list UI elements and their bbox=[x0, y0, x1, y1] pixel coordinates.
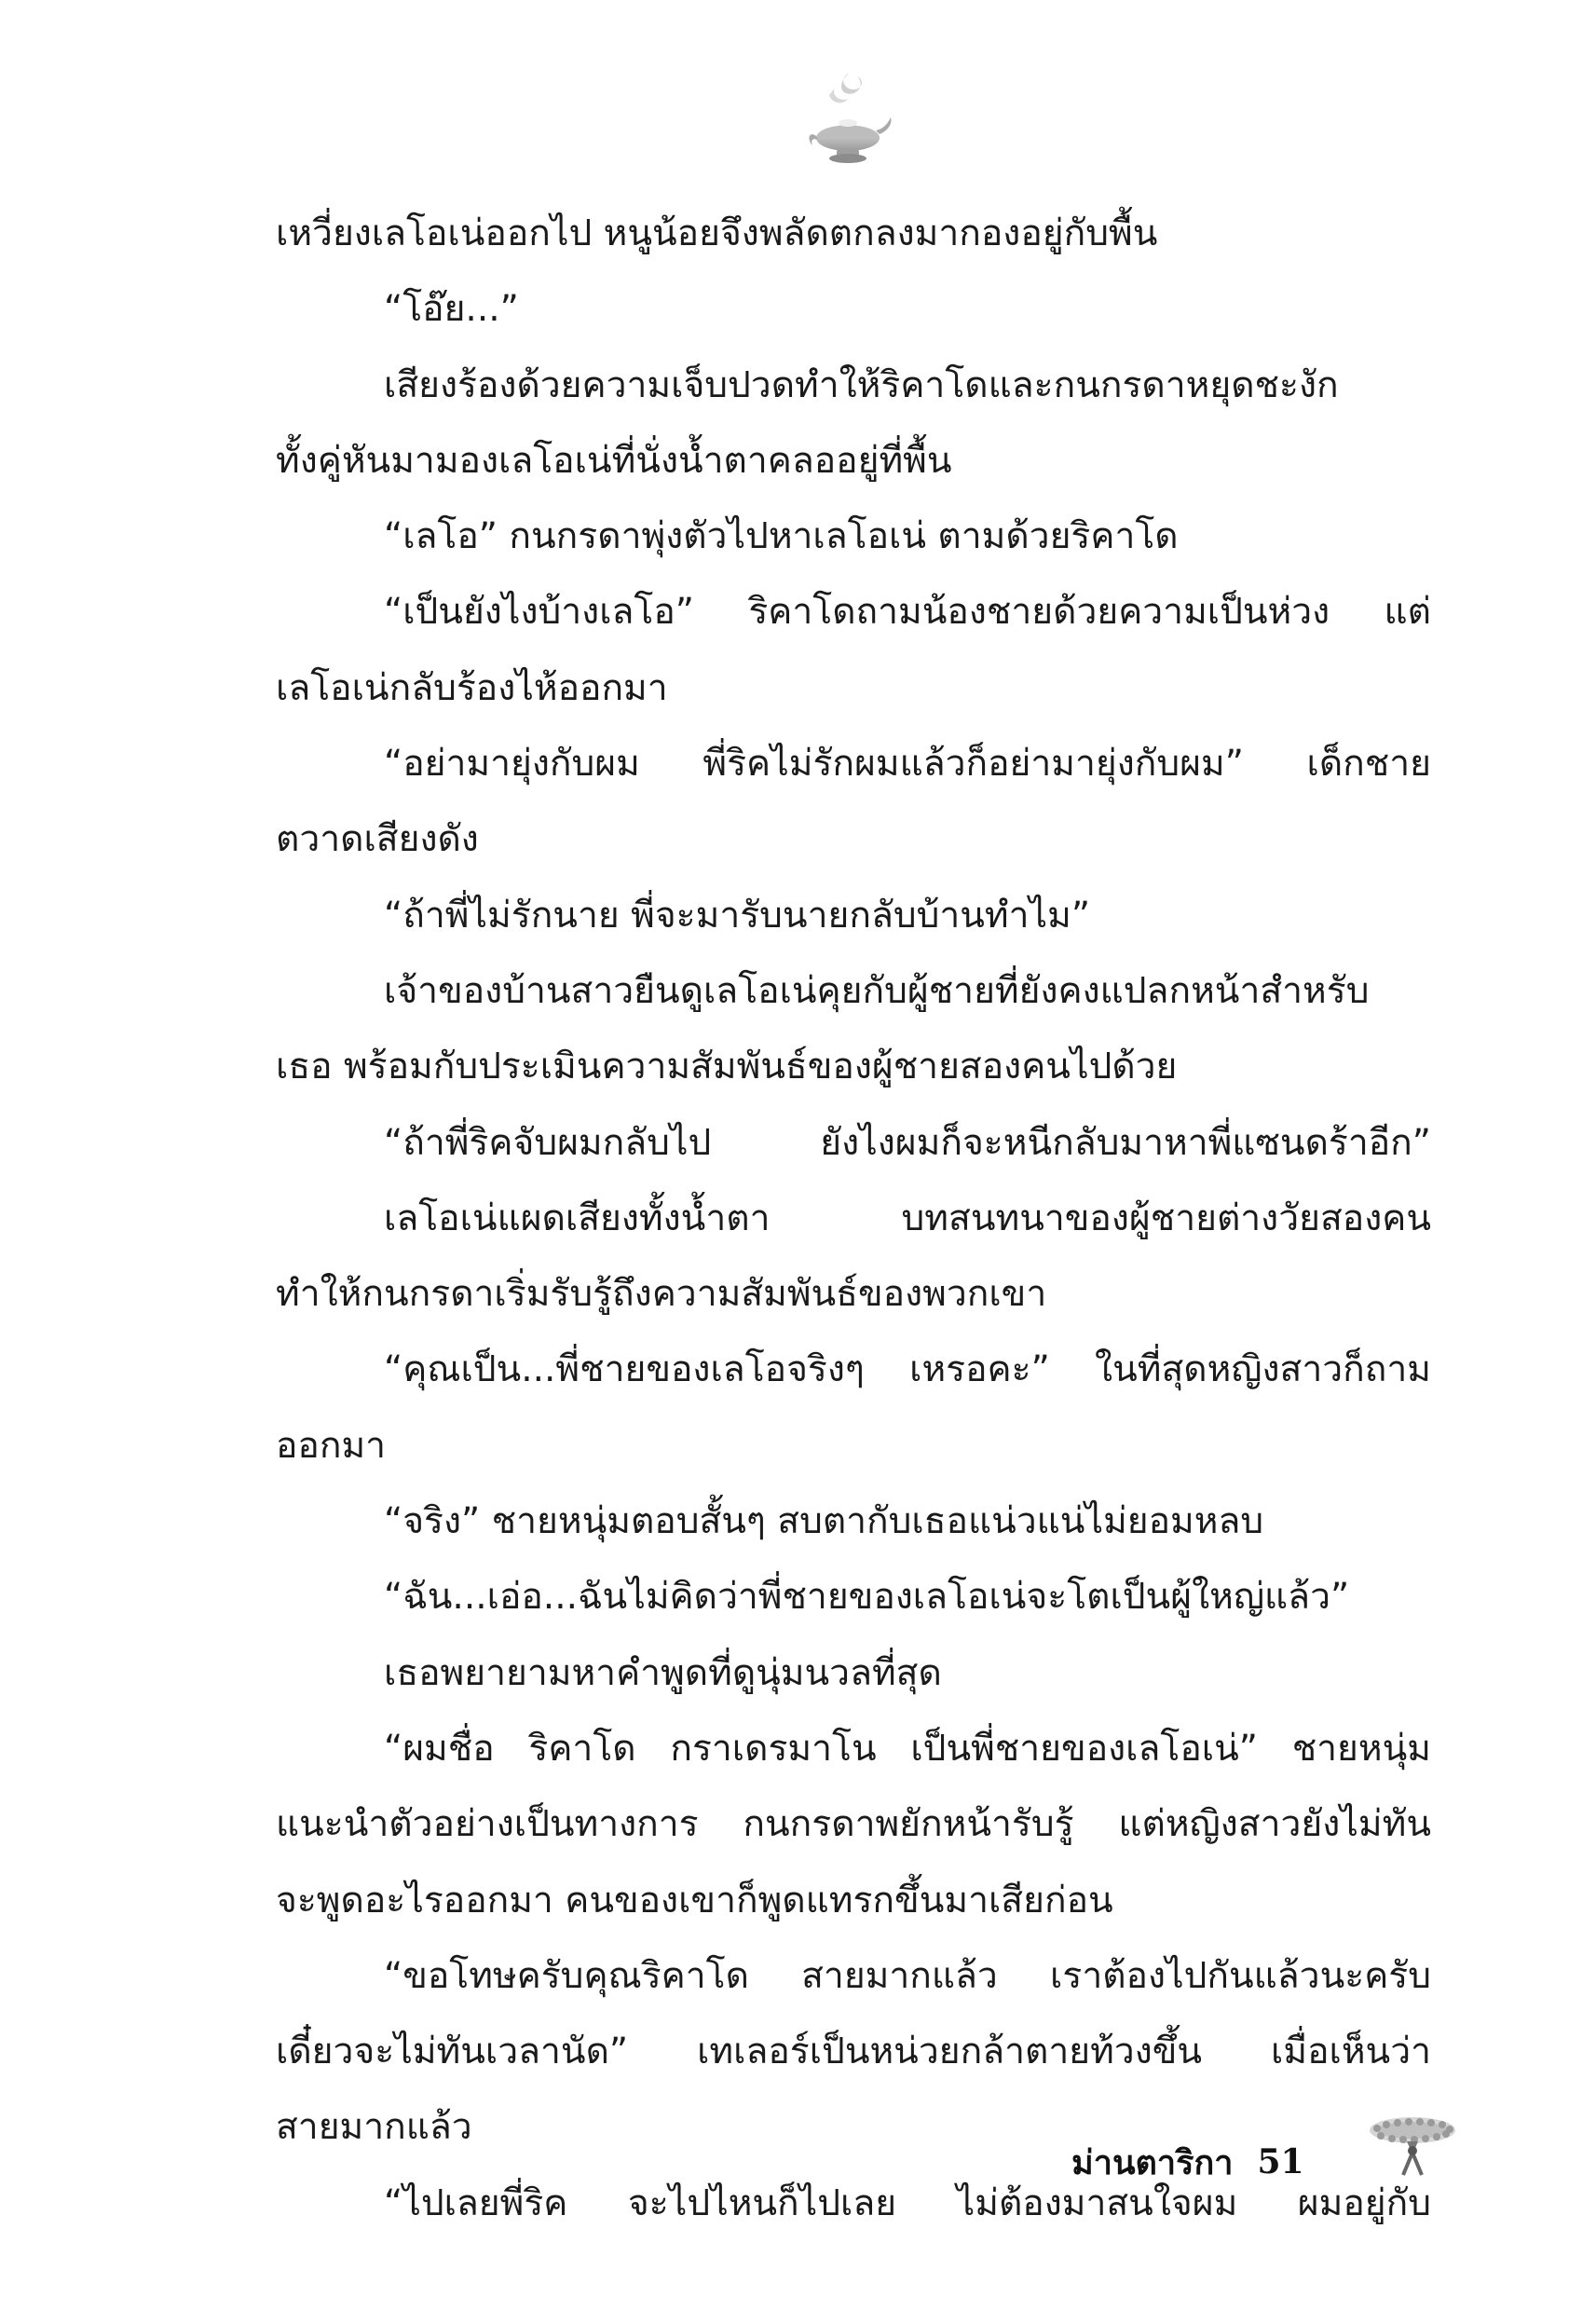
text-line: เหวี่ยงเลโอเน่ออกไป หนูน้อยจึงพลัดตกลงมากองอยู่กับพื้น bbox=[276, 212, 1158, 254]
text-line: สายมากแล้ว bbox=[276, 2106, 472, 2149]
text-line: “ถ้าพี่ริคจับผมกลับไป ยังไงผมก็จะหนีกลับมาหาพี่แซนดร้าอีก” bbox=[384, 1121, 1431, 1164]
text-line: “ขอโทษครับคุณริคาโด สายมากแล้ว เราต้องไปกันแล้วนะครับ bbox=[384, 1954, 1431, 1997]
text-line: จะพูดอะไรออกมา คนของเขาก็พูดแทรกขึ้นมาเสียก่อน bbox=[276, 1879, 1113, 1921]
text-line: เจ้าของบ้านสาวยืนดูเลโอเน่คุยกับผู้ชายที่ยังคงแปลกหน้าสำหรับ bbox=[384, 969, 1370, 1012]
text-line: “คุณเป็น...พี่ชายของเลโอจริงๆ เหรอคะ” ในที่สุดหญิงสาวก็ถาม bbox=[384, 1348, 1431, 1391]
text-line: “ฉัน...เอ่อ...ฉันไม่คิดว่าพี่ชายของเลโอเน่จะโตเป็นผู้ใหญ่แล้ว” bbox=[384, 1576, 1350, 1619]
text-line: “ไปเลยพี่ริค จะไปไหนก็ไปเลย ไม่ต้องมาสนใจผม ผมอยู่กับ bbox=[384, 2181, 1431, 2224]
text-line: เธอพยายามหาคำพูดที่ดูนุ่มนวลที่สุด bbox=[384, 1651, 942, 1694]
beaded-ornament-icon bbox=[1366, 2108, 1459, 2182]
text-line: เดี๋ยวจะไม่ทันเวลานัด” เทเลอร์เป็นหน่วยกล้าตายท้วงขึ้น เมื่อเห็นว่า bbox=[276, 2031, 1431, 2073]
text-line: เธอ พร้อมกับประเมินความสัมพันธ์ของผู้ชายสองคนไปด้วย bbox=[276, 1046, 1178, 1088]
text-line: แนะนำตัวอย่างเป็นทางการ กนกรดาพยักหน้ารับรู้ แต่หญิงสาวยังไม่ทัน bbox=[276, 1803, 1431, 1846]
text-line: ทำให้กนกรดาเริ่มรับรู้ถึงความสัมพันธ์ของพวกเขา bbox=[276, 1273, 1047, 1316]
text-line: “อย่ามายุ่งกับผม พี่ริคไม่รักผมแล้วก็อย่ามายุ่งกับผม” เด็กชาย bbox=[384, 743, 1431, 786]
book-title: ม่านตาริกา bbox=[1071, 2142, 1234, 2182]
text-line: เลโอเน่กลับร้องไห้ออกมา bbox=[276, 666, 668, 709]
text-line: “จริง” ชายหนุ่มตอบสั้นๆ สบตากับเธอแน่วแน่ไม่ยอมหลบ bbox=[384, 1500, 1264, 1543]
text-line: “โอ๊ย...” bbox=[384, 288, 519, 331]
text-line: ทั้งคู่หันมามองเลโอเน่ที่นั่งน้ำตาคลออยู่ที่พื้น bbox=[276, 439, 952, 482]
text-line: เลโอเน่แผดเสียงทั้งน้ำตา บทสนทนาของผู้ชายต่างวัยสองคน bbox=[384, 1197, 1431, 1239]
page-footer bbox=[1071, 2129, 1304, 2195]
text-line: “เป็นยังไงบ้างเลโอ” ริคาโดถามน้องชายด้วยความเป็นห่วง แต่ bbox=[384, 591, 1431, 634]
text-line: “ถ้าพี่ไม่รักนาย พี่จะมารับนายกลับบ้านทำไม” bbox=[384, 894, 1091, 937]
page-number: 51 bbox=[1257, 2142, 1304, 2181]
text-line: “ผมชื่อ ริคาโด กราเดรมาโน เป็นพี่ชายของเลโอเน่” ชายหนุ่ม bbox=[384, 1727, 1431, 1770]
text-line: ออกมา bbox=[276, 1424, 387, 1467]
text-line: “เลโอ” กนกรดาพุ่งตัวไปหาเลโอเน่ ตามด้วยริคาโด bbox=[384, 515, 1179, 558]
body-text bbox=[276, 196, 1431, 2241]
genie-lamp-icon bbox=[801, 65, 894, 168]
text-line: ตวาดเสียงดัง bbox=[276, 818, 479, 861]
text-line: เสียงร้องด้วยความเจ็บปวดทำให้ริคาโดและกนกรดาหยุดชะงัก bbox=[384, 363, 1339, 406]
